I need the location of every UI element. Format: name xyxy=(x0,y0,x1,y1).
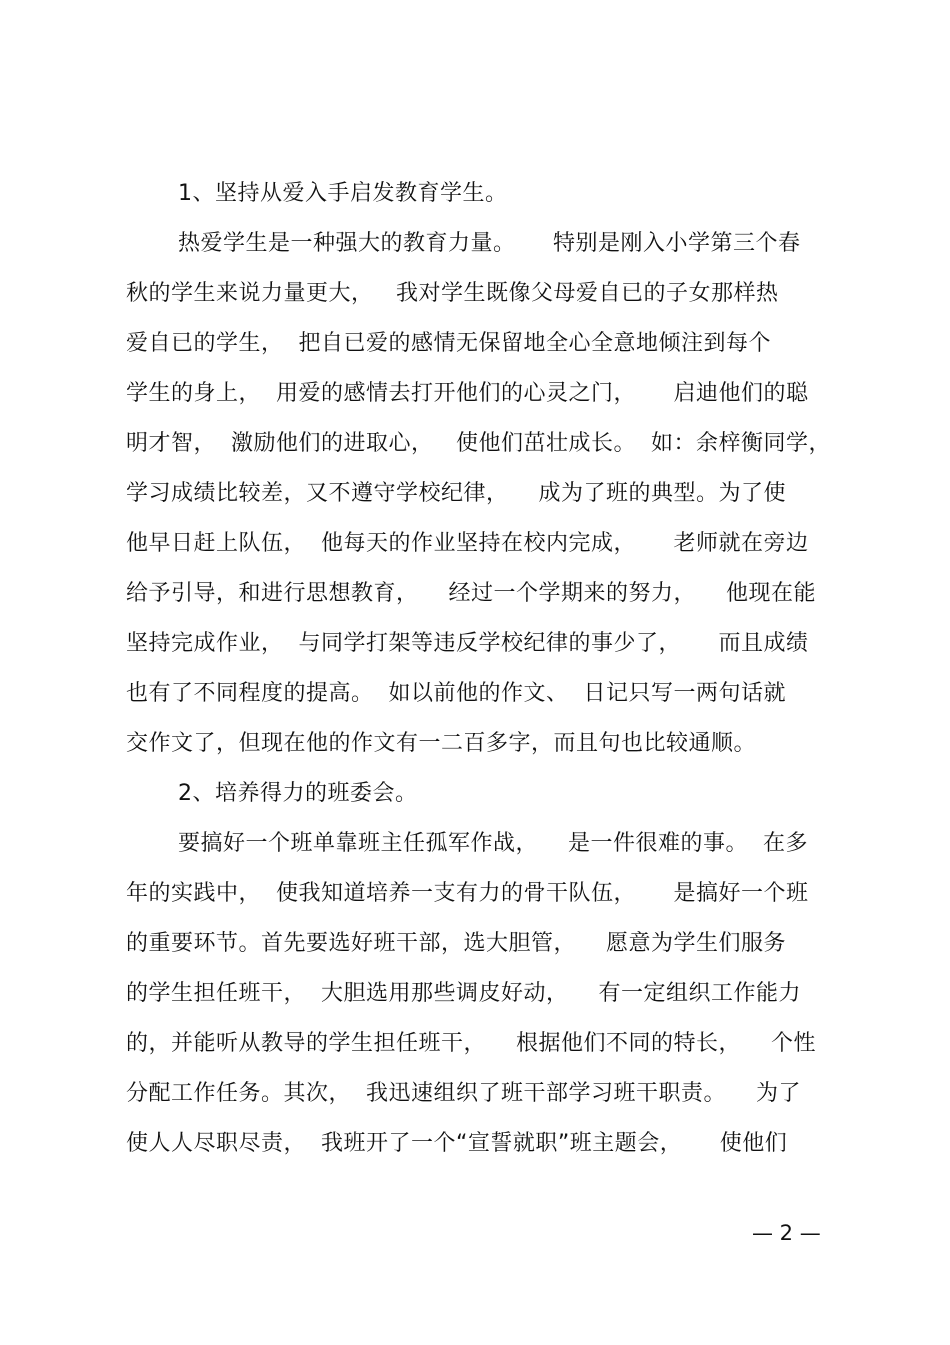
paragraph-line: 交作文了，但现在他的作文有一二百多字，而且句也比较通顺。 xyxy=(126,731,757,756)
page-number: — 2 — xyxy=(752,1221,821,1245)
heading-2: 2、培养得力的班委会。 xyxy=(178,781,418,806)
heading-1: 1、坚持从爱入手启发教育学生。 xyxy=(178,181,508,206)
paragraph-line: 年的实践中， 使我知道培养一支有力的骨干队伍， 是搞好一个班 xyxy=(126,881,809,906)
paragraph-line: 他早日赶上队伍， 他每天的作业坚持在校内完成， 老师就在旁边 xyxy=(126,531,809,556)
paragraph-line: 坚持完成作业， 与同学打架等违反学校纪律的事少了， 而且成绩 xyxy=(126,631,809,656)
paragraph-line: 要搞好一个班单靠班主任孤军作战， 是一件很难的事。 在多 xyxy=(178,831,808,856)
paragraph-line: 也有了不同程度的提高。 如以前他的作文、 日记只写一两句话就 xyxy=(126,681,786,706)
paragraph-line: 使人人尽职尽责， 我班开了一个“宣誓就职”班主题会， 使他们 xyxy=(126,1131,788,1156)
paragraph-line: 热爱学生是一种强大的教育力量。 特别是刚入小学第三个春 xyxy=(178,231,801,256)
paragraph-line: 学生的身上， 用爱的感情去打开他们的心灵之门， 启迪他们的聪 xyxy=(126,381,809,406)
paragraph-line: 明才智， 激励他们的进取心， 使他们茁壮成长。 如：余梓衡同学， xyxy=(126,431,831,456)
paragraph-line: 分配工作任务。其次， 我迅速组织了班干部学习班干职责。 为了 xyxy=(126,1081,801,1106)
paragraph-line: 的学生担任班干， 大胆选用那些调皮好动， 有一定组织工作能力 xyxy=(126,981,801,1006)
paragraph-line: 秋的学生来说力量更大， 我对学生既像父母爱自已的子女那样热 xyxy=(126,281,779,306)
paragraph-line: 的重要环节。首先要选好班干部，选大胆管， 愿意为学生们服务 xyxy=(126,931,786,956)
paragraph-line: 学习成绩比较差，又不遵守学校纪律， 成为了班的典型。为了使 xyxy=(126,481,786,506)
paragraph-line: 爱自已的学生， 把自已爱的感情无保留地全心全意地倾注到每个 xyxy=(126,331,771,356)
paragraph-line: 给予引导，和进行思想教育， 经过一个学期来的努力， 他现在能 xyxy=(126,581,816,606)
paragraph-line: 的，并能听从教导的学生担任班干， 根据他们不同的特长， 个性 xyxy=(126,1031,816,1056)
